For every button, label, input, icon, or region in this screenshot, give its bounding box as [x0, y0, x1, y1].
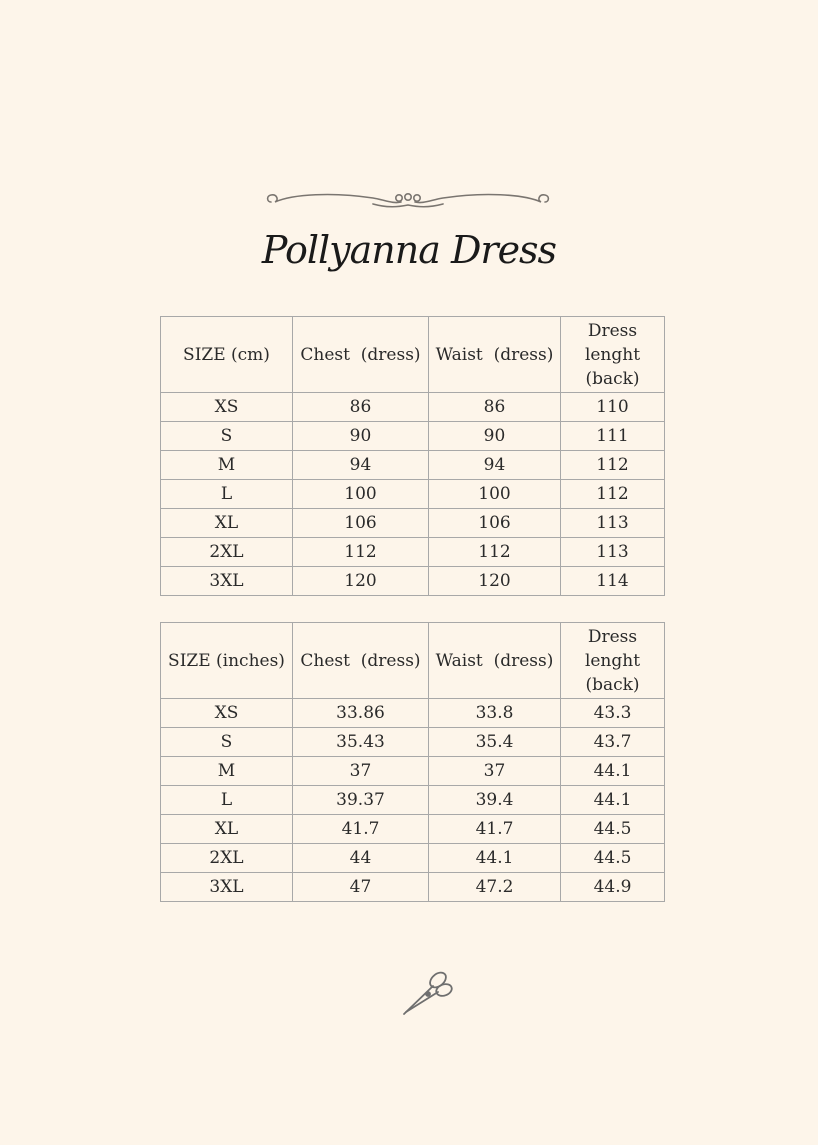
cell-length: 110 [561, 393, 665, 422]
header-length: Dress lenght (back) [561, 623, 665, 699]
cell-length: 113 [561, 509, 665, 538]
header-length: Dress lenght (back) [561, 317, 665, 393]
cell-size: XS [161, 699, 293, 728]
cell-chest: 41.7 [293, 815, 429, 844]
header-chest: Chest (dress) [293, 317, 429, 393]
table-row [161, 757, 665, 786]
cell-waist: 100 [429, 480, 561, 509]
cell-size: L [161, 480, 293, 509]
cell-length: 114 [561, 567, 665, 596]
cell-waist: 47.2 [429, 873, 561, 902]
cell-chest: 94 [293, 451, 429, 480]
cell-waist: 35.4 [429, 728, 561, 757]
cell-size: L [161, 786, 293, 815]
cell-size: M [161, 757, 293, 786]
table-row [161, 699, 665, 728]
cell-length: 43.3 [561, 699, 665, 728]
cell-chest: 86 [293, 393, 429, 422]
cell-length: 43.7 [561, 728, 665, 757]
cell-chest: 100 [293, 480, 429, 509]
cell-length: 111 [561, 422, 665, 451]
cell-length: 113 [561, 538, 665, 567]
flourish-ornament-icon [263, 188, 553, 214]
cell-waist: 112 [429, 538, 561, 567]
cell-waist: 37 [429, 757, 561, 786]
cell-size: 3XL [161, 567, 293, 596]
table-row [161, 873, 665, 902]
cell-chest: 35.43 [293, 728, 429, 757]
table-row [161, 451, 665, 480]
table-row [161, 509, 665, 538]
cell-size: S [161, 422, 293, 451]
cell-waist: 33.8 [429, 699, 561, 728]
cell-waist: 120 [429, 567, 561, 596]
table-row [161, 786, 665, 815]
cell-size: XL [161, 815, 293, 844]
header-size: SIZE (cm) [161, 317, 293, 393]
scissors-icon [400, 968, 454, 1018]
cell-length: 44.1 [561, 757, 665, 786]
cell-length: 44.1 [561, 786, 665, 815]
header-size: SIZE (inches) [161, 623, 293, 699]
cell-chest: 37 [293, 757, 429, 786]
cell-waist: 39.4 [429, 786, 561, 815]
cell-chest: 90 [293, 422, 429, 451]
cell-chest: 39.37 [293, 786, 429, 815]
cell-chest: 44 [293, 844, 429, 873]
table-header-row [161, 317, 665, 393]
cell-length: 112 [561, 480, 665, 509]
table-row [161, 728, 665, 757]
cell-size: 2XL [161, 538, 293, 567]
cell-waist: 44.1 [429, 844, 561, 873]
cell-length: 44.5 [561, 844, 665, 873]
table-row [161, 422, 665, 451]
table-row [161, 567, 665, 596]
cell-size: S [161, 728, 293, 757]
cell-size: 3XL [161, 873, 293, 902]
cell-size: M [161, 451, 293, 480]
table-header-row [161, 623, 665, 699]
cell-size: XL [161, 509, 293, 538]
cell-length: 44.9 [561, 873, 665, 902]
cell-chest: 112 [293, 538, 429, 567]
cell-waist: 106 [429, 509, 561, 538]
table-row [161, 538, 665, 567]
cell-chest: 33.86 [293, 699, 429, 728]
size-table-inches [160, 622, 665, 902]
cell-chest: 47 [293, 873, 429, 902]
header-waist: Waist (dress) [429, 317, 561, 393]
table-row [161, 480, 665, 509]
cell-length: 112 [561, 451, 665, 480]
cell-waist: 94 [429, 451, 561, 480]
table-row [161, 815, 665, 844]
page-title: Pollyanna Dress [261, 228, 557, 272]
table-row [161, 393, 665, 422]
size-table-cm [160, 316, 665, 596]
cell-waist: 90 [429, 422, 561, 451]
table-row [161, 844, 665, 873]
cell-waist: 41.7 [429, 815, 561, 844]
cell-length: 44.5 [561, 815, 665, 844]
cell-waist: 86 [429, 393, 561, 422]
cell-chest: 120 [293, 567, 429, 596]
cell-size: XS [161, 393, 293, 422]
cell-size: 2XL [161, 844, 293, 873]
cell-chest: 106 [293, 509, 429, 538]
header-chest: Chest (dress) [293, 623, 429, 699]
header-waist: Waist (dress) [429, 623, 561, 699]
